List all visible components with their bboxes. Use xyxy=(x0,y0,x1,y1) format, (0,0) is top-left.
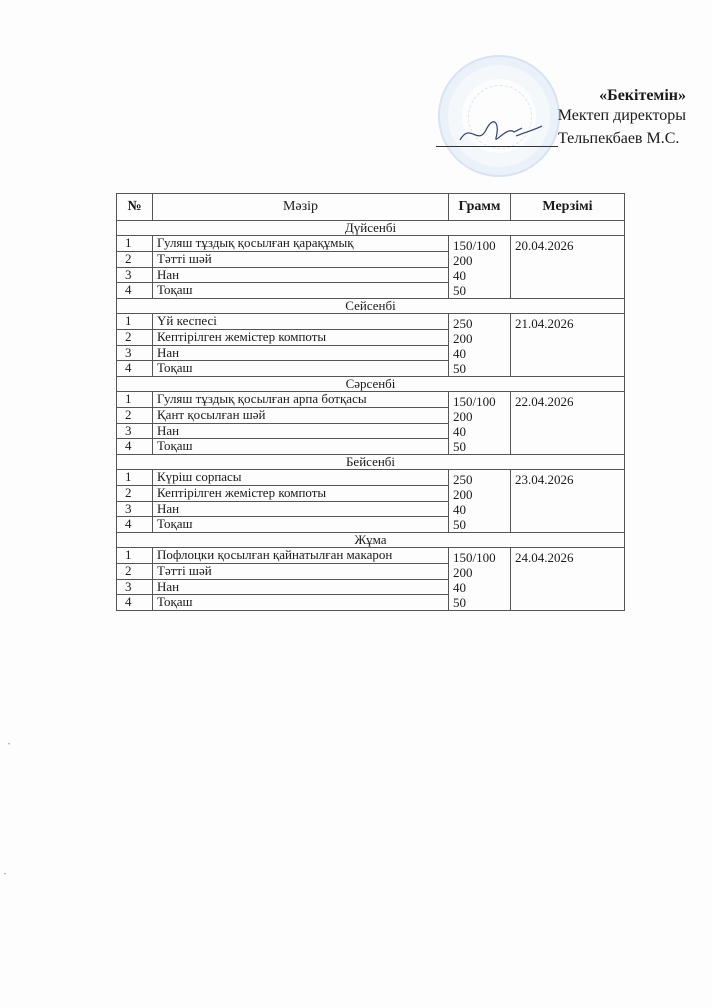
dish-name: Үй кеспесі xyxy=(153,314,449,330)
item-number: 4 xyxy=(117,361,153,377)
scan-speck: • xyxy=(4,872,7,878)
item-number: 2 xyxy=(117,329,153,345)
day-header-row xyxy=(117,221,625,236)
dish-name: Нан xyxy=(153,267,449,283)
grams-cell xyxy=(449,236,511,299)
day-name: Бейсенбі xyxy=(117,455,625,470)
grams-value: 50 xyxy=(453,517,466,532)
table-row xyxy=(117,314,625,330)
approval-block xyxy=(558,86,686,126)
grams-value: 250 xyxy=(453,472,473,487)
grams-value: 40 xyxy=(453,502,466,517)
table-row xyxy=(117,392,625,408)
header-date: Мерзімі xyxy=(511,194,625,221)
grams-value: 50 xyxy=(453,595,466,610)
item-number: 1 xyxy=(117,314,153,330)
item-number: 4 xyxy=(117,439,153,455)
day-header-row xyxy=(117,377,625,392)
grams-value: 200 xyxy=(453,487,473,502)
grams-value: 150/100 xyxy=(453,238,496,253)
dish-name: Гуляш тұздық қосылған арпа ботқасы xyxy=(153,392,449,408)
grams-cell xyxy=(449,392,511,455)
grams-value: 200 xyxy=(453,253,473,268)
header-row xyxy=(117,194,625,221)
item-number: 4 xyxy=(117,517,153,533)
grams-value: 200 xyxy=(453,331,473,346)
item-number: 1 xyxy=(117,548,153,564)
item-number: 2 xyxy=(117,485,153,501)
signature xyxy=(456,118,546,148)
item-number: 3 xyxy=(117,501,153,517)
director-name: Тельпекбаев М.С. xyxy=(558,130,680,147)
dish-name: Тоқаш xyxy=(153,283,449,299)
dish-name: Тәтті шәй xyxy=(153,563,449,579)
menu-body xyxy=(117,221,625,611)
dish-name: Нан xyxy=(153,579,449,595)
grams-value: 40 xyxy=(453,424,466,439)
grams-value: 50 xyxy=(453,283,466,298)
day-header-row xyxy=(117,299,625,314)
dish-name: Тоқаш xyxy=(153,361,449,377)
menu-table xyxy=(116,193,625,611)
dish-name: Тоқаш xyxy=(153,439,449,455)
dish-name: Гуляш тұздық қосылған қарақұмық xyxy=(153,236,449,252)
grams-value: 50 xyxy=(453,361,466,376)
dish-name: Кептірілген жемістер компоты xyxy=(153,329,449,345)
item-number: 3 xyxy=(117,423,153,439)
grams-value: 200 xyxy=(453,409,473,424)
grams-value: 40 xyxy=(453,346,466,361)
dish-name: Кептірілген жемістер компоты xyxy=(153,485,449,501)
table-row xyxy=(117,548,625,564)
date-cell: 24.04.2026 xyxy=(511,548,625,611)
table-row xyxy=(117,470,625,486)
item-number: 4 xyxy=(117,283,153,299)
day-header-row xyxy=(117,533,625,548)
dish-name: Нан xyxy=(153,423,449,439)
grams-value: 50 xyxy=(453,439,466,454)
official-stamp xyxy=(438,55,560,177)
grams-value: 40 xyxy=(453,580,466,595)
approval-position: Мектеп директоры xyxy=(557,107,686,124)
signature-line xyxy=(436,146,558,147)
dish-name: Нан xyxy=(153,345,449,361)
day-name: Сәрсенбі xyxy=(117,377,625,392)
dish-name: Тәтті шәй xyxy=(153,251,449,267)
dish-name: Тоқаш xyxy=(153,517,449,533)
grams-value: 40 xyxy=(453,268,466,283)
grams-cell xyxy=(449,314,511,377)
grams-value: 150/100 xyxy=(453,550,496,565)
grams-cell xyxy=(449,470,511,533)
header-number: № xyxy=(117,194,153,221)
dish-name: Пофлоцки қосылған қайнатылған макарон xyxy=(153,548,449,564)
item-number: 3 xyxy=(117,345,153,361)
dish-name: Нан xyxy=(153,501,449,517)
dish-name: Қант қосылған шәй xyxy=(153,407,449,423)
table-row xyxy=(117,236,625,252)
item-number: 2 xyxy=(117,563,153,579)
item-number: 1 xyxy=(117,392,153,408)
day-name: Сейсенбі xyxy=(117,299,625,314)
grams-value: 250 xyxy=(453,316,473,331)
item-number: 3 xyxy=(117,267,153,283)
dish-name: Күріш сорпасы xyxy=(153,470,449,486)
item-number: 1 xyxy=(117,236,153,252)
date-cell: 23.04.2026 xyxy=(511,470,625,533)
scan-speck: • xyxy=(8,742,11,748)
date-cell: 20.04.2026 xyxy=(511,236,625,299)
grams-value: 200 xyxy=(453,565,473,580)
date-cell: 21.04.2026 xyxy=(511,314,625,377)
approval-title: «Бекітемін» xyxy=(599,87,686,104)
grams-value: 150/100 xyxy=(453,394,496,409)
item-number: 3 xyxy=(117,579,153,595)
day-name: Жұма xyxy=(117,533,625,548)
header-menu: Мәзір xyxy=(153,194,449,221)
item-number: 4 xyxy=(117,595,153,611)
date-cell: 22.04.2026 xyxy=(511,392,625,455)
day-name: Дүйсенбі xyxy=(117,221,625,236)
grams-cell xyxy=(449,548,511,611)
item-number: 2 xyxy=(117,407,153,423)
item-number: 2 xyxy=(117,251,153,267)
header-grams: Грамм xyxy=(449,194,511,221)
day-header-row xyxy=(117,455,625,470)
item-number: 1 xyxy=(117,470,153,486)
dish-name: Тоқаш xyxy=(153,595,449,611)
